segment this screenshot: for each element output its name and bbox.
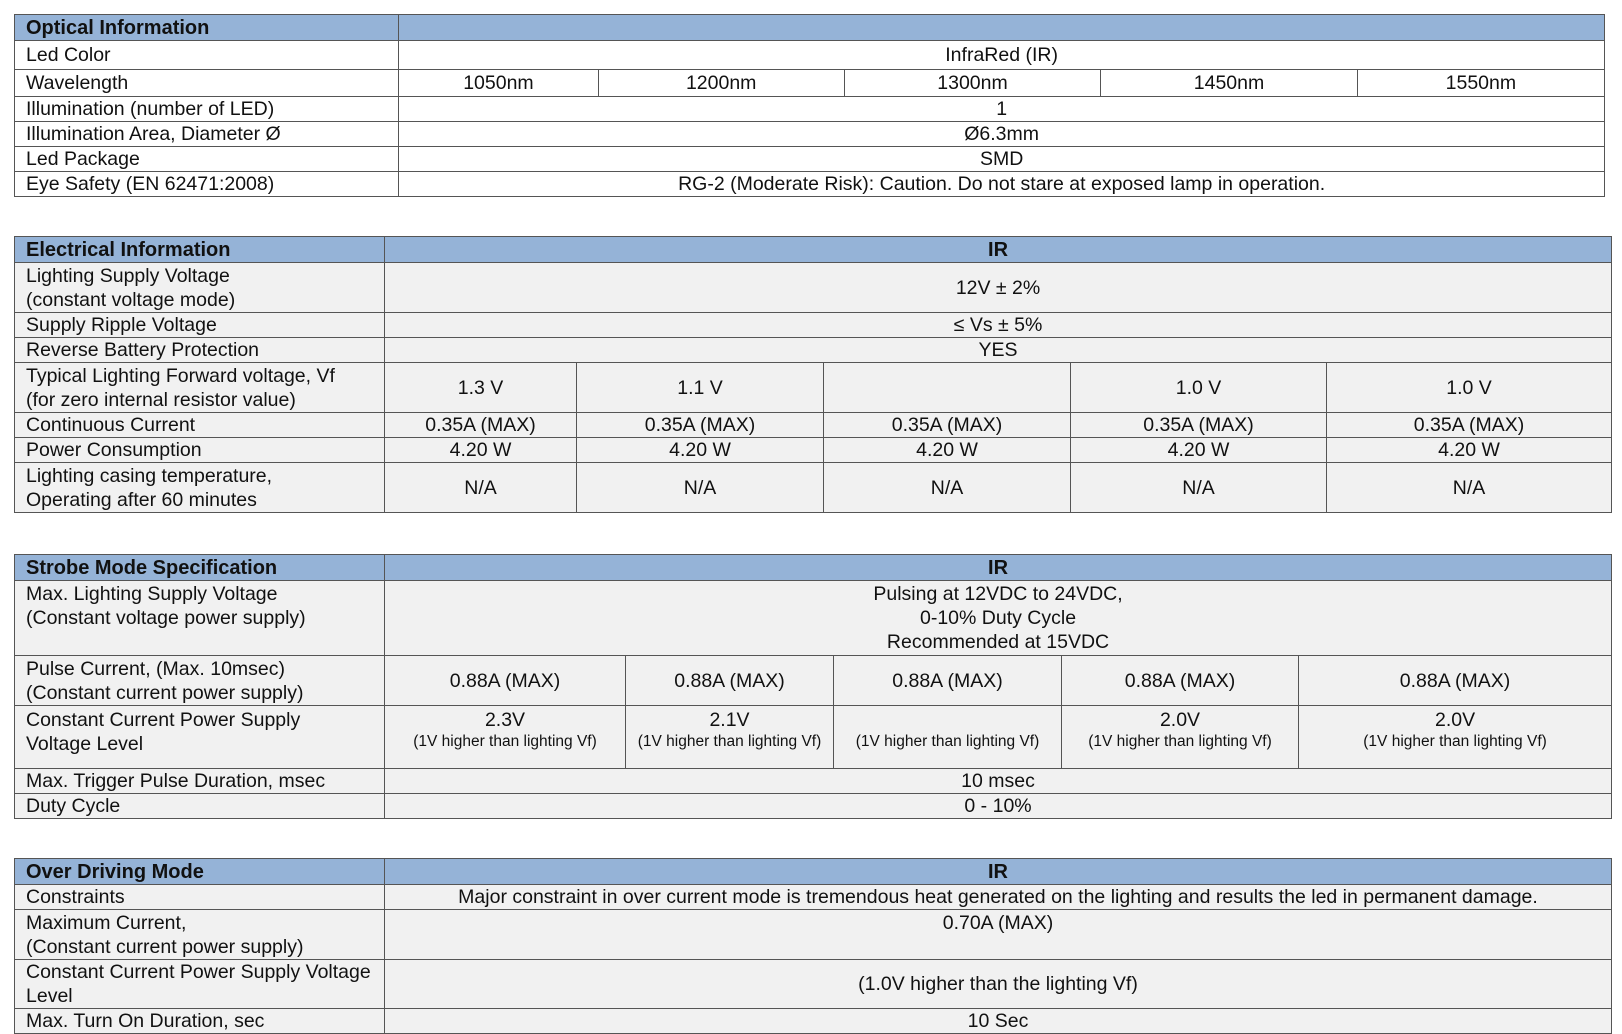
pulse-current-value: 0.88A (MAX) <box>626 656 834 706</box>
reverse-protection-label: Reverse Battery Protection <box>15 338 385 363</box>
overdrive-cc-voltage-label: Constant Current Power Supply Voltage Level <box>15 960 385 1009</box>
casing-temperature-label: Lighting casing temperature, Operating after 60 minutes <box>15 463 385 513</box>
casing-temperature-value: N/A <box>1327 463 1612 513</box>
eye-safety-label: Eye Safety (EN 62471:2008) <box>15 172 399 197</box>
max-current-value: 0.70A (MAX) <box>385 910 1612 960</box>
power-consumption-value: 4.20 W <box>577 438 824 463</box>
max-supply-voltage-value: Pulsing at 12VDC to 24VDC, 0-10% Duty Cycle Recommended at 15VDC <box>385 581 1612 656</box>
forward-voltage-label: Typical Lighting Forward voltage, Vf (for zero internal resistor value) <box>15 363 385 413</box>
wavelength-value: 1050nm <box>399 70 598 97</box>
forward-voltage-value <box>824 363 1071 413</box>
forward-voltage-value: 1.0 V <box>1071 363 1327 413</box>
forward-voltage-value: 1.0 V <box>1327 363 1612 413</box>
wavelength-value: 1450nm <box>1101 70 1358 97</box>
casing-temperature-value: N/A <box>824 463 1071 513</box>
power-consumption-value: 4.20 W <box>1071 438 1327 463</box>
pulse-current-value: 0.88A (MAX) <box>385 656 626 706</box>
led-package-value: SMD <box>399 147 1605 172</box>
overdrive-cc-voltage-value: (1.0V higher than the lighting Vf) <box>385 960 1612 1009</box>
cc-voltage-level-value: 2.0V (1V higher than lighting Vf) <box>1062 706 1299 769</box>
electrical-title: Electrical Information <box>15 237 385 263</box>
illumination-area-label: Illumination Area, Diameter Ø <box>15 122 399 147</box>
power-consumption-value: 4.20 W <box>385 438 577 463</box>
wavelength-value: 1550nm <box>1357 70 1604 97</box>
casing-temperature-value: N/A <box>385 463 577 513</box>
turn-on-duration-label: Max. Turn On Duration, sec <box>15 1009 385 1034</box>
continuous-current-value: 0.35A (MAX) <box>1327 413 1612 438</box>
supply-voltage-label: Lighting Supply Voltage (constant voltage mode) <box>15 263 385 313</box>
optical-title: Optical Information <box>15 15 399 41</box>
electrical-header-ir: IR <box>385 237 1612 263</box>
cc-voltage-level-value: 2.0V (1V higher than lighting Vf) <box>1299 706 1612 769</box>
illumination-value: 1 <box>399 97 1605 122</box>
strobe-title: Strobe Mode Specification <box>15 555 385 581</box>
continuous-current-label: Continuous Current <box>15 413 385 438</box>
wavelength-label: Wavelength <box>15 70 399 97</box>
continuous-current-value: 0.35A (MAX) <box>1071 413 1327 438</box>
wavelength-value: 1300nm <box>844 70 1101 97</box>
pulse-current-label: Pulse Current, (Max. 10msec) (Constant current power supply) <box>15 656 385 706</box>
duty-cycle-value: 0 - 10% <box>385 794 1612 819</box>
pulse-current-value: 0.88A (MAX) <box>834 656 1062 706</box>
trigger-duration-value: 10 msec <box>385 769 1612 794</box>
reverse-protection-value: YES <box>385 338 1612 363</box>
strobe-mode-table <box>14 554 1612 819</box>
led-color-value: InfraRed (IR) <box>399 41 1605 70</box>
max-supply-voltage-label: Max. Lighting Supply Voltage (Constant voltage power supply) <box>15 581 385 656</box>
constraints-label: Constraints <box>15 885 385 910</box>
supply-voltage-value: 12V ± 2% <box>385 263 1612 313</box>
constraints-value: Major constraint in over current mode is tremendous heat generated on the lighting and results the led in permanent damage. <box>385 885 1612 910</box>
duty-cycle-label: Duty Cycle <box>15 794 385 819</box>
led-color-label: Led Color <box>15 41 399 70</box>
optical-information-table <box>14 14 1605 197</box>
electrical-information-table <box>14 236 1612 513</box>
ripple-label: Supply Ripple Voltage <box>15 313 385 338</box>
power-consumption-value: 4.20 W <box>824 438 1071 463</box>
pulse-current-value: 0.88A (MAX) <box>1299 656 1612 706</box>
cc-voltage-level-label: Constant Current Power Supply Voltage Level <box>15 706 385 769</box>
wavelength-value: 1200nm <box>598 70 844 97</box>
eye-safety-value: RG-2 (Moderate Risk): Caution. Do not stare at exposed lamp in operation. <box>399 172 1605 197</box>
over-driving-table <box>14 858 1612 1034</box>
casing-temperature-value: N/A <box>1071 463 1327 513</box>
led-package-label: Led Package <box>15 147 399 172</box>
power-consumption-value: 4.20 W <box>1327 438 1612 463</box>
continuous-current-value: 0.35A (MAX) <box>824 413 1071 438</box>
max-current-label: Maximum Current, (Constant current power supply) <box>15 910 385 960</box>
forward-voltage-value: 1.1 V <box>577 363 824 413</box>
cc-voltage-level-value: 2.1V (1V higher than lighting Vf) <box>626 706 834 769</box>
strobe-header-ir: IR <box>385 555 1612 581</box>
ripple-value: ≤ Vs ± 5% <box>385 313 1612 338</box>
casing-temperature-value: N/A <box>577 463 824 513</box>
trigger-duration-label: Max. Trigger Pulse Duration, msec <box>15 769 385 794</box>
pulse-current-value: 0.88A (MAX) <box>1062 656 1299 706</box>
continuous-current-value: 0.35A (MAX) <box>385 413 577 438</box>
forward-voltage-value: 1.3 V <box>385 363 577 413</box>
optical-header-blank <box>399 15 1605 41</box>
cc-voltage-level-value: 2.3V (1V higher than lighting Vf) <box>385 706 626 769</box>
cc-voltage-level-value: (1V higher than lighting Vf) <box>834 706 1062 769</box>
overdrive-header-ir: IR <box>385 859 1612 885</box>
continuous-current-value: 0.35A (MAX) <box>577 413 824 438</box>
power-consumption-label: Power Consumption <box>15 438 385 463</box>
overdrive-title: Over Driving Mode <box>15 859 385 885</box>
illumination-label: Illumination (number of LED) <box>15 97 399 122</box>
illumination-area-value: Ø6.3mm <box>399 122 1605 147</box>
turn-on-duration-value: 10 Sec <box>385 1009 1612 1034</box>
